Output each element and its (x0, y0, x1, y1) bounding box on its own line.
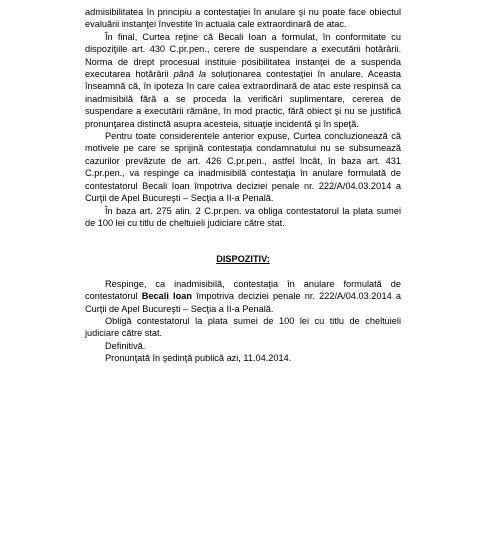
heading-text: DISPOZITIV: (216, 254, 270, 265)
section-heading (85, 253, 401, 265)
paragraph-text: admisibilitatea în principiu a contestaţiei în anulare şi nu poate face obiectul evaluării instanţei învestite în actuala cale extraordinară de atac. (85, 7, 401, 30)
paragraph-text: Pronunţată în şedinţă publică azi, 11.04.2014. (105, 353, 292, 364)
ruling-final (85, 340, 401, 352)
party-name: Becali Ioan (141, 291, 192, 302)
spacer (85, 229, 401, 241)
paragraph-text: Pentru toate considerentele anterior expuse, Curtea concluzionează că motivele pe care se sprijină contestaţia condamnatului nu se subsumează cazurilor prevăzute de art. 426 C.pr.pen., astfel încât, în baza art. 431 C.pr.pen., va respinge ca inadmisibilă contestaţia în anulare formulată de contestatorul Becali Ioan împotriva deciziei penale nr. 222/A/04.03.2014 a Curţii de Apel Bucureşti – Secţia a II-a Penală. (85, 131, 401, 204)
paragraph-text: împotriva deciziei penale nr. 222/A/04.03.2014 a Curţii de Apel Bucureşti – Secţia a II-a Penală. (85, 291, 401, 314)
paragraph-text: Definitivă. (105, 340, 146, 351)
ruling-pronouncement (85, 352, 401, 364)
paragraph-text: În final, Curtea reţine că Becali Ioan a formulat, în conformitate cu dispoziţiile art. 430 C.pr.pen., cerere de suspendare a executării hotărârii. Norma de drept procesual instituie posibilitatea instanţei de a suspenda executarea hotărârii (85, 31, 401, 80)
emphasis-text: până la (173, 69, 207, 80)
paragraph-suspension-request (85, 31, 401, 130)
paragraph-admissibility (85, 6, 401, 31)
paragraph-text: Respinge, ca inadmisibilă, contestaţia în anulare formulată de contestatorul (85, 278, 401, 302)
paragraph-conclusion (85, 130, 401, 204)
paragraph-text: În baza art. 275 alin. 2 C.pr.pen. va obliga contestatorul la plata sumei de 100 lei cu titlu de cheltuieli judiciare către stat. (85, 205, 401, 228)
paragraph-costs (85, 205, 401, 230)
document-body (85, 6, 401, 365)
paragraph-text: Obligă contestatorul la plata sumei de 100 lei cu titlu de cheltuieli judiciare către stat. (85, 315, 401, 339)
ruling-rejection (85, 278, 401, 315)
paragraph-text: soluţionarea contestaţiei în anulare. Aceasta înseamnă că, în ipoteza în care calea extraordinară de atac este respinsă ca inadmisibilă fără a se proceda la verificări suplimentare, cererea de suspendare a executării rămâne, în mod practic, fără obiect şi nu se justifică pronunţarea distinctă asupra acesteia, situaţie incidentă şi în speţă. (85, 69, 401, 129)
ruling-costs (85, 315, 401, 340)
